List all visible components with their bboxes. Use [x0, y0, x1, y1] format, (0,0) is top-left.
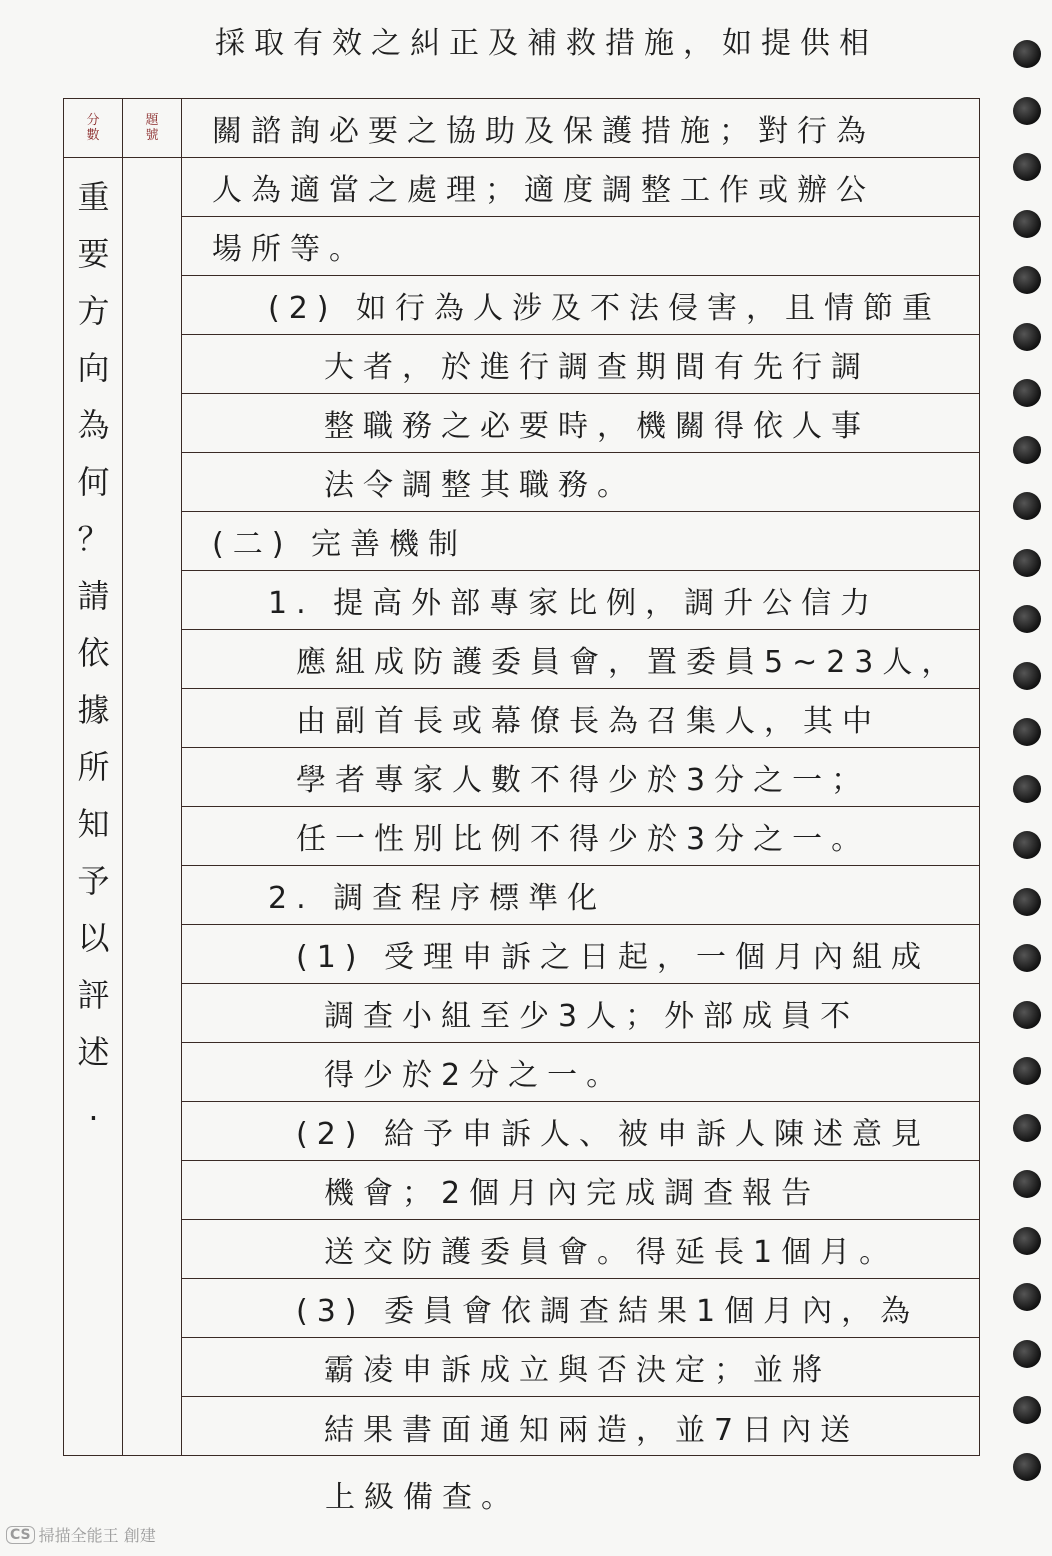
answer-sheet-grid: [63, 98, 980, 1456]
margin-question-char: 重: [77, 178, 110, 216]
binder-hole-icon: [1013, 266, 1041, 294]
binder-hole-icon: [1013, 1453, 1041, 1481]
scanner-watermark: [6, 1523, 156, 1546]
answer-row-text: (二) 完善機制: [212, 527, 467, 562]
answer-row: [182, 571, 979, 630]
answer-row: [182, 984, 979, 1043]
answer-row-text: 應組成防護委員會，置委員5~23人，: [296, 645, 961, 680]
score-column: [64, 99, 123, 1455]
margin-question-char: 依: [77, 634, 110, 672]
binder-hole-icon: [1013, 831, 1041, 859]
answer-row: [182, 217, 979, 276]
answer-row: [182, 748, 979, 807]
binder-hole-icon: [1013, 323, 1041, 351]
margin-question-char: 要: [77, 235, 110, 273]
answer-row: [182, 866, 979, 925]
margin-question-char: 以: [77, 919, 110, 957]
answer-row: [182, 276, 979, 335]
margin-question-char: 知: [77, 805, 110, 843]
answer-row-text: 整職務之必要時，機關得依人事: [324, 409, 870, 444]
binder-hole-icon: [1013, 1001, 1041, 1029]
answer-row: [182, 512, 979, 571]
answer-row: [182, 1338, 979, 1397]
binder-hole-icon: [1013, 436, 1041, 464]
answer-row: [182, 158, 979, 217]
answer-row: [182, 1397, 979, 1456]
margin-question-char: 予: [77, 862, 110, 900]
answer-line-below-sheet: 上級備查。: [325, 1480, 520, 1515]
answer-row-text: 關諮詢必要之協助及保護措施；對行為: [212, 114, 875, 149]
answer-row-text: 大者，於進行調查期間有先行調: [324, 350, 870, 385]
answer-row-text: 法令調整其職務。: [324, 468, 636, 503]
answer-row: [182, 453, 979, 512]
camscanner-logo-icon: CS: [6, 1526, 35, 1544]
question-number-column: [123, 99, 182, 1455]
question-number-header: 題號: [123, 99, 181, 158]
answer-row: [182, 394, 979, 453]
margin-question-char: 向: [77, 349, 110, 387]
margin-question-char: 述: [77, 1033, 110, 1071]
binder-hole-icon: [1013, 888, 1041, 916]
binder-hole-icon: [1013, 1283, 1041, 1311]
binder-holes: [1013, 40, 1043, 1509]
binder-hole-icon: [1013, 97, 1041, 125]
binder-hole-icon: [1013, 1396, 1041, 1424]
binder-hole-icon: [1013, 492, 1041, 520]
answer-row: [182, 1102, 979, 1161]
binder-hole-icon: [1013, 210, 1041, 238]
binder-hole-icon: [1013, 718, 1041, 746]
margin-question-char: 據: [77, 691, 110, 729]
margin-question-text: [64, 169, 123, 1138]
answer-row: [182, 689, 979, 748]
answer-row-text: 場所等。: [212, 232, 368, 267]
answer-row: [182, 630, 979, 689]
answer-row: [182, 1220, 979, 1279]
margin-question-char: 所: [77, 748, 110, 786]
binder-hole-icon: [1013, 944, 1041, 972]
binder-hole-icon: [1013, 1227, 1041, 1255]
answer-row-text: 學者專家人數不得少於3分之一；: [296, 763, 871, 798]
margin-question-char: 為: [77, 406, 110, 444]
answer-row-text: 人為適當之處理；適度調整工作或辦公: [212, 173, 875, 208]
answer-row-text: (2) 給予申訴人、被申訴人陳述意見: [296, 1117, 931, 1152]
answer-row-text: (2) 如行為人涉及不法侵害，且情節重: [268, 291, 942, 326]
answer-row-text: 霸凌申訴成立與否決定；並將: [324, 1353, 831, 1388]
answer-row-text: 機會；2個月內完成調查報告: [324, 1176, 821, 1211]
answer-line-above-sheet: 採取有效之糾正及補救措施，如提供相: [215, 26, 878, 61]
binder-hole-icon: [1013, 379, 1041, 407]
answer-row-text: 1. 提高外部專家比例，調升公信力: [268, 586, 880, 621]
answer-row-text: 由副首長或幕僚長為召集人，其中: [296, 704, 881, 739]
margin-question-char: 方: [77, 292, 110, 330]
binder-hole-icon: [1013, 1170, 1041, 1198]
answer-row: [182, 807, 979, 866]
margin-question-char: ？: [77, 520, 110, 558]
margin-question-char: 評: [77, 976, 110, 1014]
binder-hole-icon: [1013, 662, 1041, 690]
answer-row: [182, 925, 979, 984]
answer-area: [182, 99, 979, 1455]
binder-hole-icon: [1013, 153, 1041, 181]
binder-hole-icon: [1013, 775, 1041, 803]
answer-row: [182, 1043, 979, 1102]
answer-row: [182, 99, 979, 158]
binder-hole-icon: [1013, 549, 1041, 577]
answer-row-text: (3) 委員會依調查結果1個月內，為: [296, 1294, 920, 1329]
answer-row-text: 送交防護委員會。得延長1個月。: [324, 1235, 899, 1270]
answer-row: [182, 1161, 979, 1220]
answer-row: [182, 1279, 979, 1338]
binder-hole-icon: [1013, 1057, 1041, 1085]
answer-row-text: 任一性別比例不得少於3分之一。: [296, 822, 871, 857]
answer-row: [182, 335, 979, 394]
answer-row-text: (1) 受理申訴之日起，一個月內組成: [296, 940, 931, 975]
margin-question-char: 請: [77, 577, 110, 615]
score-header: 分數: [64, 99, 122, 158]
answer-row-text: 2. 調查程序標準化: [268, 881, 607, 916]
binder-hole-icon: [1013, 605, 1041, 633]
binder-hole-icon: [1013, 40, 1041, 68]
margin-question-char: 何: [77, 463, 110, 501]
binder-hole-icon: [1013, 1340, 1041, 1368]
binder-hole-icon: [1013, 1114, 1041, 1142]
margin-question-char: .: [88, 1090, 99, 1128]
answer-row-text: 調查小組至少3人；外部成員不: [324, 999, 860, 1034]
answer-row-text: 結果書面通知兩造，並7日內送: [324, 1412, 860, 1448]
answer-row-text: 得少於2分之一。: [324, 1058, 626, 1093]
watermark-text: 掃描全能王 創建: [38, 1526, 156, 1545]
